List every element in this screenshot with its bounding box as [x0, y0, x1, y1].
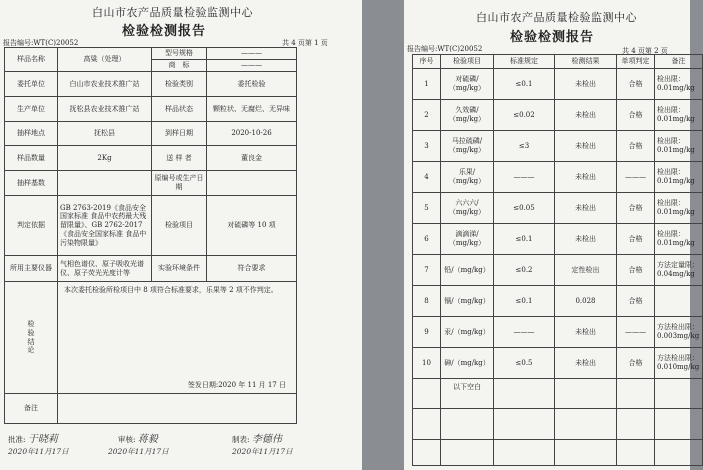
maker-handwriting: 李德伟 — [251, 434, 282, 445]
table-row-blank — [413, 409, 703, 440]
table-row — [413, 379, 703, 409]
results-header-row — [413, 55, 703, 69]
maker-signature — [232, 430, 282, 445]
row-standard: ≤0.02 — [494, 100, 555, 131]
reviewer-label: 审核: — [118, 435, 136, 444]
row-result: 未检出 — [555, 317, 617, 348]
brand-value: ——— — [207, 60, 297, 72]
location: 抚松县 — [58, 122, 152, 146]
row-note: 方法定量限：0.04mg/kg — [655, 255, 703, 286]
row-item: 砷/（mg/kg） — [441, 348, 494, 379]
sample-name-label: 样品名称 — [5, 48, 58, 72]
row-standard: ≤0.1 — [494, 286, 555, 317]
basis-label: 判定依据 — [5, 196, 58, 256]
row-standard: ≤0.1 — [494, 69, 555, 100]
row-item: 镉/（mg/kg） — [441, 286, 494, 317]
issue-date: 签发日期:2020 年 11 月 17 日 — [187, 381, 286, 390]
table-row — [413, 255, 703, 286]
row-note: 检出限：0.01mg/kg — [655, 69, 703, 100]
report-number-p2: 报告编号:WT(C)20052 — [407, 45, 483, 53]
table-row — [413, 193, 703, 224]
row-judge: ——— — [617, 317, 655, 348]
producer: 抚松县农业技术推广站 — [58, 97, 152, 122]
sample-name: 高粱（处理） — [58, 48, 152, 72]
row-judge: 合格 — [617, 255, 655, 286]
model-label: 型号规格 — [152, 48, 207, 60]
row-no: 9 — [413, 317, 441, 348]
col-item: 检验项目 — [441, 55, 494, 69]
base — [58, 171, 152, 196]
row-judge — [617, 379, 655, 409]
row-item: 铅/（mg/kg） — [441, 255, 494, 286]
row-judge: 合格 — [617, 193, 655, 224]
col-note: 备注 — [655, 55, 703, 69]
row-no — [413, 379, 441, 409]
row-no: 4 — [413, 162, 441, 193]
row-standard: ——— — [494, 317, 555, 348]
row-no: 2 — [413, 100, 441, 131]
conclusion-cell — [58, 282, 297, 394]
model-value: ——— — [207, 48, 297, 60]
row-no: 7 — [413, 255, 441, 286]
row-note: 方法检出限：0.010mg/kg — [655, 348, 703, 379]
col-standard: 标准规定 — [494, 55, 555, 69]
location-label: 抽样地点 — [5, 122, 58, 146]
items: 对硫磷等 10 项 — [207, 196, 297, 256]
row-note: 检出限：0.01mg/kg — [655, 193, 703, 224]
row-result: 未检出 — [555, 348, 617, 379]
table-row — [413, 317, 703, 348]
org-name-p2: 白山市农产品质量检验监测中心 — [476, 11, 637, 24]
state-label: 样品状态 — [152, 97, 207, 122]
approver-handwriting: 于晓莉 — [27, 434, 58, 445]
table-row-blank — [413, 440, 703, 466]
row-judge: 合格 — [617, 286, 655, 317]
row-result: 定性检出 — [555, 255, 617, 286]
row-result — [555, 379, 617, 409]
row-note — [655, 379, 703, 409]
row-item: 六六六/（mg/kg） — [441, 193, 494, 224]
row-judge: 合格 — [617, 348, 655, 379]
conclusion-label: 检验结论 — [5, 282, 58, 394]
row-judge: 合格 — [617, 69, 655, 100]
arrival-date: 2020-10-26 — [207, 122, 297, 146]
quantity-label: 样品数量 — [5, 146, 58, 171]
row-no: 8 — [413, 286, 441, 317]
serial-label: 原编号或生产日期 — [152, 171, 207, 196]
base-label: 抽样基数 — [5, 171, 58, 196]
report-title: 检验检测报告 — [122, 24, 207, 39]
report-info-table — [4, 47, 297, 424]
reviewer-date: 2020年11月17日 — [108, 447, 169, 456]
row-no: 5 — [413, 193, 441, 224]
items-label: 检验项目 — [152, 196, 207, 256]
producer-label: 生产单位 — [5, 97, 58, 122]
row-standard — [494, 379, 555, 409]
row-note: 检出限：0.01mg/kg — [655, 131, 703, 162]
report-title-p2: 检验检测报告 — [510, 30, 595, 45]
row-judge: 合格 — [617, 131, 655, 162]
client-label: 委托单位 — [5, 72, 58, 97]
row-note — [655, 286, 703, 317]
approver-date: 2020年11月17日 — [8, 447, 69, 456]
client: 白山市农业技术推广站 — [58, 72, 152, 97]
sender-label: 送 样 者 — [152, 146, 207, 171]
arrival-label: 到样日期 — [152, 122, 207, 146]
row-note: 方法检出限：0.003mg/kg — [655, 317, 703, 348]
quantity: 2Kg — [58, 146, 152, 171]
row-standard: ≤0.05 — [494, 193, 555, 224]
row-judge: ——— — [617, 162, 655, 193]
col-result: 检测结果 — [555, 55, 617, 69]
table-row — [413, 100, 703, 131]
state: 颗粒状、无腐烂、无异味 — [207, 97, 297, 122]
table-row — [413, 69, 703, 100]
row-item: 以下空白 — [441, 379, 494, 409]
row-standard: ≤0.2 — [494, 255, 555, 286]
table-row — [413, 162, 703, 193]
remarks-label: 备注 — [5, 394, 58, 424]
brand-label: 商 标 — [152, 60, 207, 72]
row-result: 未检出 — [555, 224, 617, 255]
serial — [207, 171, 297, 196]
row-note: 检出限：0.01mg/kg — [655, 100, 703, 131]
page-info-p2: 共 4 页第 2 页 — [622, 47, 668, 55]
row-result: 未检出 — [555, 69, 617, 100]
row-result: 未检出 — [555, 131, 617, 162]
instrument: 气相色谱仪、原子吸收光谱仪、原子荧光光度计等 — [58, 256, 152, 282]
row-item: 乐果/（mg/kg） — [441, 162, 494, 193]
report-page-2 — [404, 0, 700, 470]
row-item: 滴滴涕/（mg/kg） — [441, 224, 494, 255]
row-note: 检出限：0.01mg/kg — [655, 224, 703, 255]
org-name: 白山市农产品质量检验监测中心 — [92, 6, 253, 19]
category: 委托检验 — [207, 72, 297, 97]
approver-signature — [8, 430, 58, 445]
row-judge: 合格 — [617, 224, 655, 255]
conclusion-text: 本次委托检验所检项目中 8 项符合标准要求，乐果等 2 项不作判定。 — [64, 286, 278, 294]
row-no: 10 — [413, 348, 441, 379]
reviewer-signature — [118, 430, 158, 445]
row-result: 0.028 — [555, 286, 617, 317]
table-row — [413, 224, 703, 255]
row-standard: ≤0.5 — [494, 348, 555, 379]
col-no: 序号 — [413, 55, 441, 69]
sender: 董良金 — [207, 146, 297, 171]
row-item: 马拉硫磷/（mg/kg） — [441, 131, 494, 162]
table-row — [413, 348, 703, 379]
table-row — [413, 131, 703, 162]
category-label: 检验类别 — [152, 72, 207, 97]
page-info: 共 4 页第 1 页 — [282, 39, 328, 47]
row-item: 久效磷/（mg/kg） — [441, 100, 494, 131]
instrument-label: 所用主要仪器 — [5, 256, 58, 282]
basis: GB 2763-2019《食品安全国家标准 食品中农药最大残留限量》、GB 2762-2017《食品安全国家标准 食品中污染物限量》 — [58, 196, 152, 256]
row-result: 未检出 — [555, 193, 617, 224]
row-judge: 合格 — [617, 100, 655, 131]
table-row — [413, 286, 703, 317]
row-no: 6 — [413, 224, 441, 255]
approver-label: 批准: — [8, 435, 26, 444]
report-number: 报告编号:WT(C)20052 — [3, 39, 79, 47]
row-standard: ≤3 — [494, 131, 555, 162]
env: 符合要求 — [207, 256, 297, 282]
maker-label: 制表: — [232, 435, 250, 444]
col-judge: 单项判定 — [617, 55, 655, 69]
row-result: 未检出 — [555, 162, 617, 193]
row-result: 未检出 — [555, 100, 617, 131]
maker-date: 2020年11月17日 — [232, 447, 293, 456]
row-note: 检出限：0.01mg/kg — [655, 162, 703, 193]
row-item: 对硫磷/（mg/kg） — [441, 69, 494, 100]
row-no: 1 — [413, 69, 441, 100]
results-table — [412, 54, 703, 466]
row-standard: ≤0.1 — [494, 224, 555, 255]
row-standard: ——— — [494, 162, 555, 193]
env-label: 实验环境条件 — [152, 256, 207, 282]
reviewer-handwriting: 蒋毅 — [137, 434, 158, 445]
row-item: 汞/（mg/kg） — [441, 317, 494, 348]
row-no: 3 — [413, 131, 441, 162]
remarks — [58, 394, 297, 424]
